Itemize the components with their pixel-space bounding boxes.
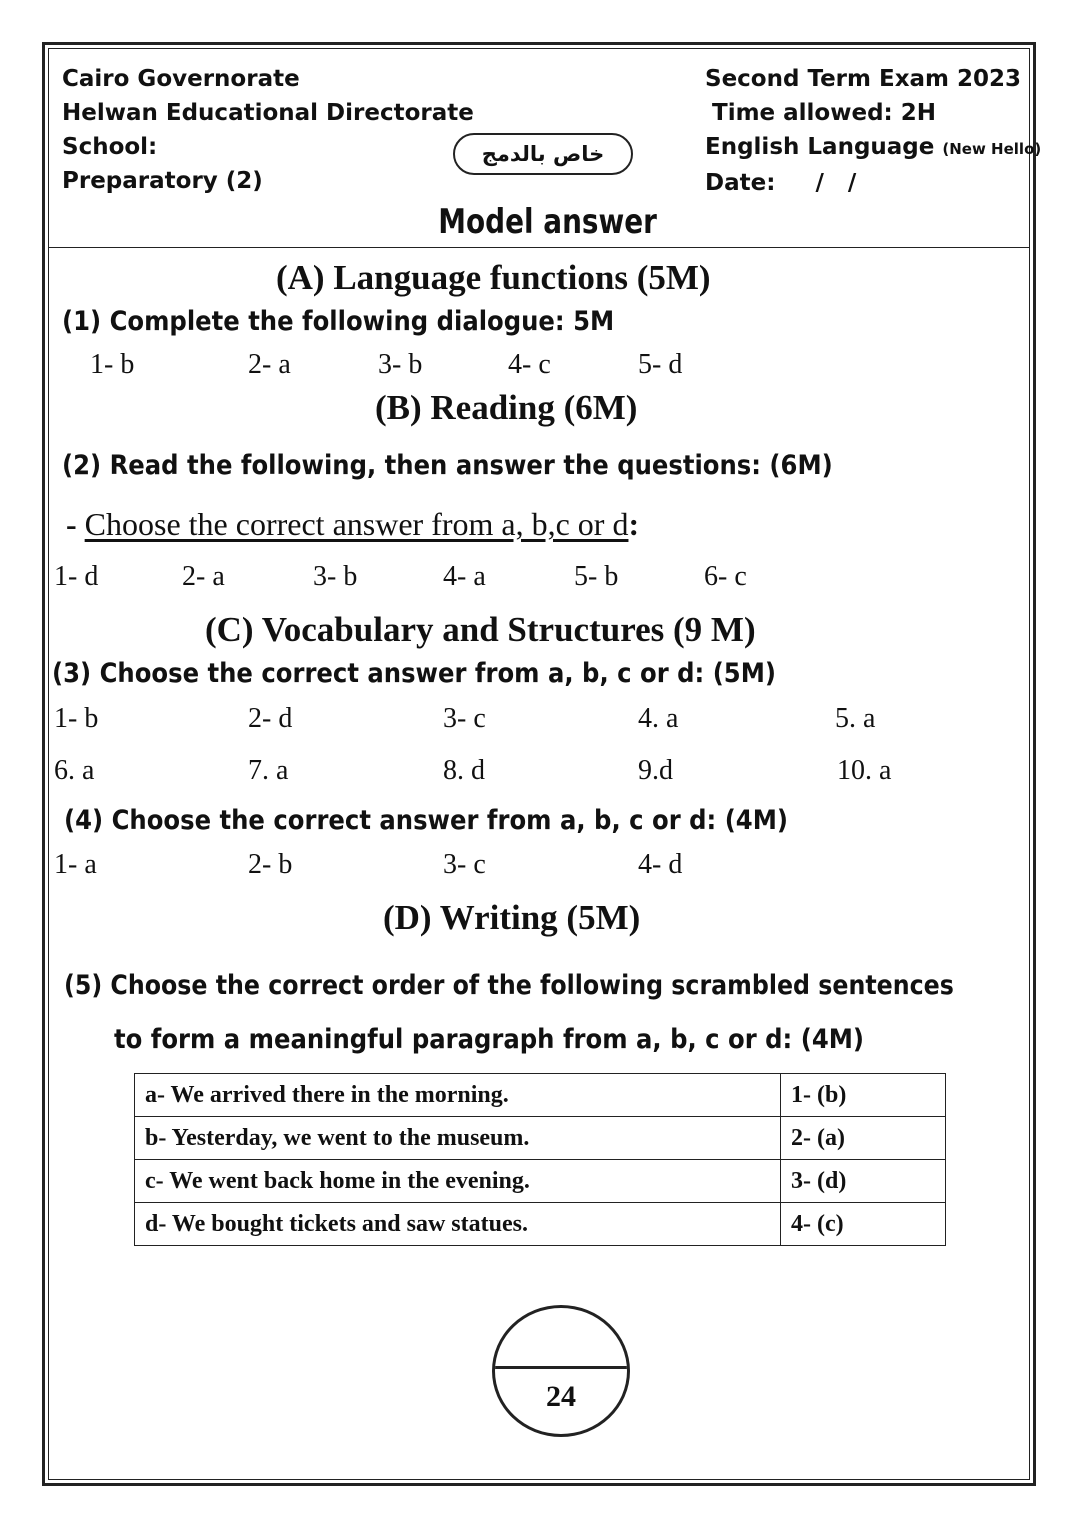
question-5-line-2: to form a meaningful paragraph from a, b, c or d: (4M) [114, 1024, 865, 1055]
score-circle-divider [495, 1366, 627, 1369]
exam-title: Second Term Exam 2023 [705, 66, 1022, 92]
table-row [135, 1203, 946, 1246]
q1-answer: 5- d [638, 349, 683, 380]
directorate: Helwan Educational Directorate [62, 100, 474, 126]
section-c-heading: (C) Vocabulary and Structures (9 M) [205, 610, 756, 649]
header-right [705, 62, 1041, 200]
q2-instruction-text: Choose the correct answer from a, b,c or d [84, 506, 629, 542]
section-a-heading: (A) Language functions (5M) [276, 258, 711, 297]
order-cell: 1- (b) [781, 1074, 946, 1117]
order-cell: 3- (d) [781, 1160, 946, 1203]
question-1: (1) Complete the following dialogue: 5M [62, 306, 615, 337]
table-row [135, 1160, 946, 1203]
q3-answer: 9.d [638, 755, 673, 786]
order-cell: 4- (c) [781, 1203, 946, 1246]
question-2: (2) Read the following, then answer the questions: (6M) [62, 450, 833, 481]
q1-answer: 2- a [248, 349, 291, 380]
governorate: Cairo Governorate [62, 66, 300, 92]
section-b-heading: (B) Reading (6M) [375, 388, 638, 427]
subject-edition: (New Hello) [942, 140, 1042, 158]
q3-answer: 6. a [54, 755, 95, 786]
q4-answer: 3- c [443, 849, 486, 880]
school-label: School: [62, 134, 158, 160]
q2-answer: 5- b [574, 561, 619, 592]
q2-instruction-colon: : [628, 506, 640, 542]
q2-answer: 3- b [313, 561, 358, 592]
table-row [135, 1117, 946, 1160]
q2-instruction-dash: - [66, 506, 85, 542]
question-3: (3) Choose the correct answer from a, b, c or d: (5M) [52, 658, 777, 689]
table-row [135, 1074, 946, 1117]
q2-instruction [66, 504, 639, 544]
q1-answer: 1- b [90, 349, 135, 380]
order-cell: 2- (a) [781, 1117, 946, 1160]
q4-answer: 1- a [54, 849, 97, 880]
q1-answer: 4- c [508, 349, 551, 380]
sentence-cell: d- We bought tickets and saw statues. [135, 1203, 781, 1246]
sentence-cell: a- We arrived there in the morning. [135, 1074, 781, 1117]
page-number: 24 [546, 1380, 576, 1413]
question-5-line-1: (5) Choose the correct order of the following scrambled sentences [64, 970, 954, 1001]
question-4: (4) Choose the correct answer from a, b, c or d: (4M) [64, 805, 789, 836]
q2-answer: 1- d [54, 561, 99, 592]
q2-answer: 6- c [704, 561, 747, 592]
section-d-heading: (D) Writing (5M) [383, 898, 641, 937]
q4-answer: 4- d [638, 849, 683, 880]
time-allowed: Time allowed: 2H [712, 100, 937, 126]
score-circle [492, 1305, 630, 1437]
page-title: Model answer [438, 202, 657, 242]
subject-line [705, 130, 1041, 166]
q3-answer: 5. a [835, 703, 876, 734]
q3-answer: 7. a [248, 755, 289, 786]
header-left [62, 62, 474, 198]
q2-answer: 2- a [182, 561, 225, 592]
sentence-cell: b- Yesterday, we went to the museum. [135, 1117, 781, 1160]
q4-answer: 2- b [248, 849, 293, 880]
inclusion-stamp: خاص بالدمج [453, 133, 633, 175]
q3-answer: 1- b [54, 703, 99, 734]
q3-answer: 3- c [443, 703, 486, 734]
q3-answer: 4. a [638, 703, 679, 734]
q1-answer: 3- b [378, 349, 423, 380]
grade-label: Preparatory (2) [62, 168, 263, 194]
q3-answer: 2- d [248, 703, 293, 734]
q3-answer: 8. d [443, 755, 485, 786]
q2-answer: 4- a [443, 561, 486, 592]
scrambled-sentences-table [134, 1073, 946, 1246]
subject: English Language [705, 134, 935, 160]
sentence-cell: c- We went back home in the evening. [135, 1160, 781, 1203]
date-line: Date: / / [705, 170, 857, 196]
q3-answer: 10. a [837, 755, 892, 786]
header-divider [48, 247, 1030, 248]
